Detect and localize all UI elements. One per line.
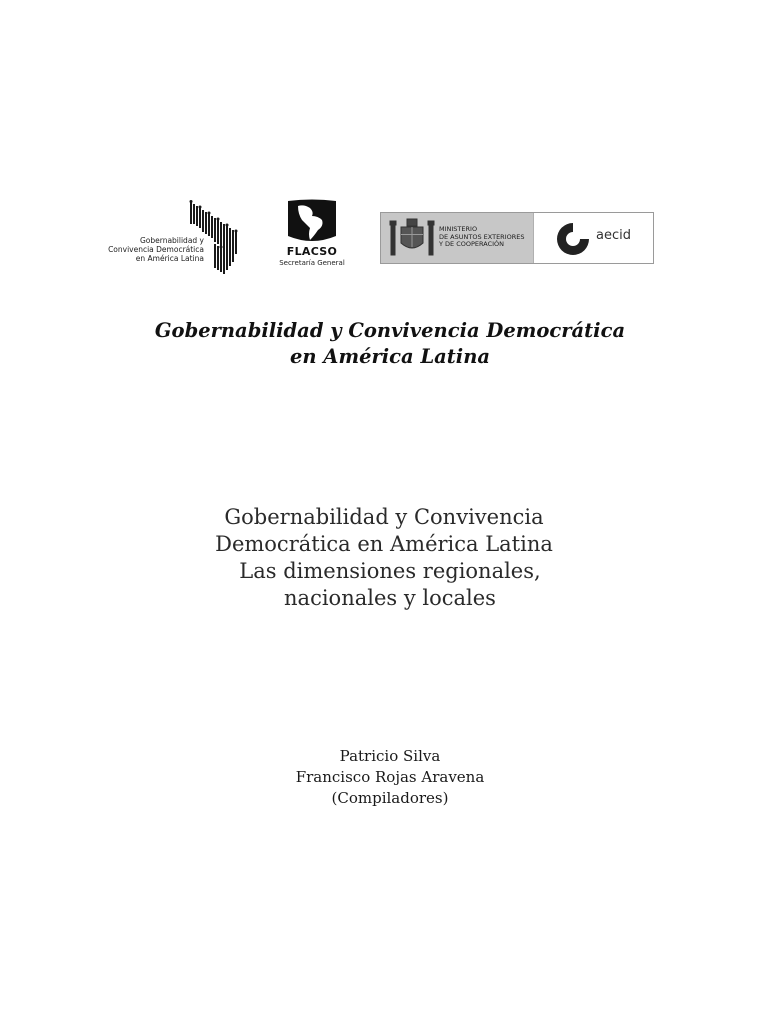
ministerio-text: MINISTERIO DE ASUNTOS EXTERIORES Y DE COOPERACIÓN bbox=[439, 225, 525, 248]
people-silhouettes-icon bbox=[184, 200, 244, 278]
book-title-line: Democrática en América Latina bbox=[215, 532, 553, 556]
ministerio-aecid-logo bbox=[380, 212, 654, 264]
author-role: (Compiladores) bbox=[331, 789, 449, 807]
gcd-logo-line: Gobernabilidad y bbox=[139, 236, 204, 245]
book-subtitle-line: nacionales y locales bbox=[284, 586, 496, 610]
ministerio-panel bbox=[381, 213, 533, 263]
authors-block bbox=[184, 746, 596, 809]
latin-america-map-icon bbox=[284, 198, 340, 246]
spain-coat-of-arms-icon bbox=[389, 217, 435, 259]
series-title bbox=[84, 318, 696, 370]
gcd-logo bbox=[104, 200, 244, 278]
gcd-logo-line: en América Latina bbox=[135, 254, 204, 263]
book-subtitle-line: Las dimensiones regionales, bbox=[239, 559, 541, 583]
flacso-logo bbox=[276, 198, 348, 272]
aecid-name: aecid bbox=[596, 228, 631, 243]
aecid-c-icon bbox=[554, 220, 592, 258]
author-name: Francisco Rojas Aravena bbox=[295, 768, 485, 786]
series-title-line: en América Latina bbox=[289, 345, 491, 368]
series-title-line: Gobernabilidad y Convivencia Democrática bbox=[154, 319, 626, 342]
book-title-line: Gobernabilidad y Convivencia bbox=[224, 505, 544, 529]
author-name: Patricio Silva bbox=[339, 747, 441, 765]
gcd-logo-line: Convivencia Democrática bbox=[108, 245, 204, 254]
aecid-panel bbox=[533, 213, 653, 263]
flacso-name: FLACSO bbox=[286, 245, 338, 258]
book-title bbox=[84, 504, 696, 612]
flacso-subtitle: Secretaría General bbox=[279, 259, 345, 267]
